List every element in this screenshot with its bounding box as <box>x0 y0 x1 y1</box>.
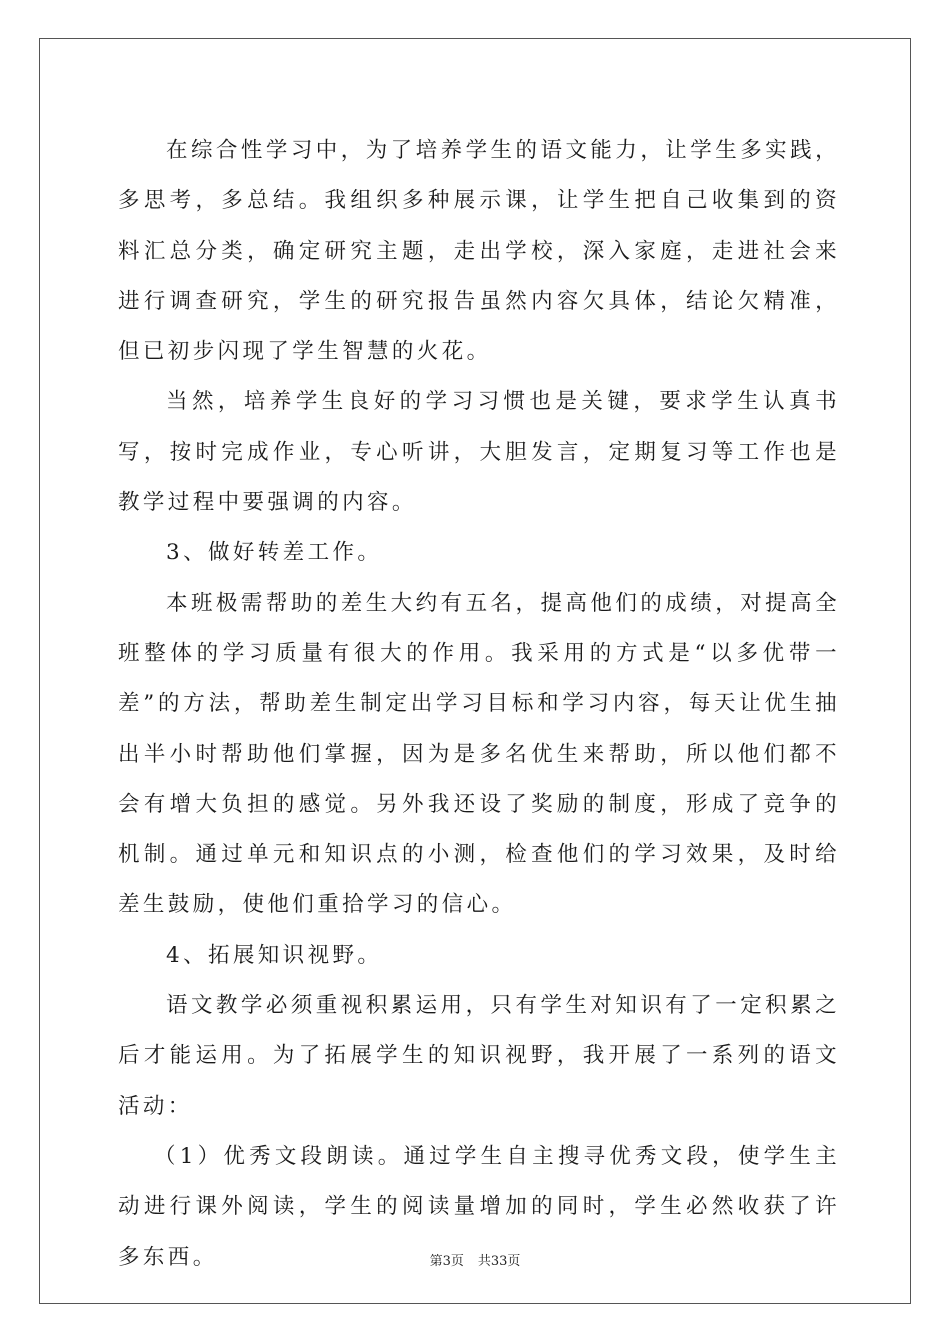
page-total: 共33页 <box>477 1254 521 1269</box>
paragraph-study-habits: 当然，培养学生良好的学习习惯也是关键，要求学生认真书写，按时完成作业，专心听讲，大胆发言，定期复习等工作也是教学过程中要强调的内容。 <box>118 389 840 516</box>
paragraph-helping-students: 本班极需帮助的差生大约有五名，提高他们的成绩，对提高全班整体的学习质量有很大的作用。我采用的方式是“以多优带一差”的方法，帮助差生制定出学习目标和学习内容，每天让优生抽出半小时帮助他们掌握，因为是多名优生来帮助，所以他们都不会有增大负担的感觉。另外我还设了奖励的制度，形成了竞争的机制。通过单元和知识点的小测，检查他们的学习效果，及时给差生鼓励，使他们重拾学习的信心。 <box>118 590 840 918</box>
document-body <box>118 126 840 1283</box>
page-number: 第3页 <box>429 1254 464 1269</box>
paragraph-comprehensive-learning: 在综合性学习中，为了培养学生的语文能力，让学生多实践，多思考，多总结。我组织多种展示课，让学生把自己收集到的资料汇总分类，确定研究主题，走出学校，深入家庭，走进社会来进行调查研究，学生的研究报告虽然内容欠具体，结论欠精准，但已初步闪现了学生智慧的火花。 <box>118 138 840 365</box>
section-heading-3: 3、做好转差工作。 <box>166 540 383 566</box>
page-footer <box>0 1250 950 1269</box>
section-heading-4: 4、拓展知识视野。 <box>166 942 383 968</box>
paragraph-accumulation: 语文教学必须重视积累运用，只有学生对知识有了一定积累之后才能运用。为了拓展学生的知识视野，我开展了一系列的语文活动： <box>118 993 840 1119</box>
paragraph-item-1: （1）优秀文段朗读。通过学生自主搜寻优秀文段，使学生主动进行课外阅读，学生的阅读量增加的同时，学生必然收获了许多东西。 <box>118 1143 840 1270</box>
